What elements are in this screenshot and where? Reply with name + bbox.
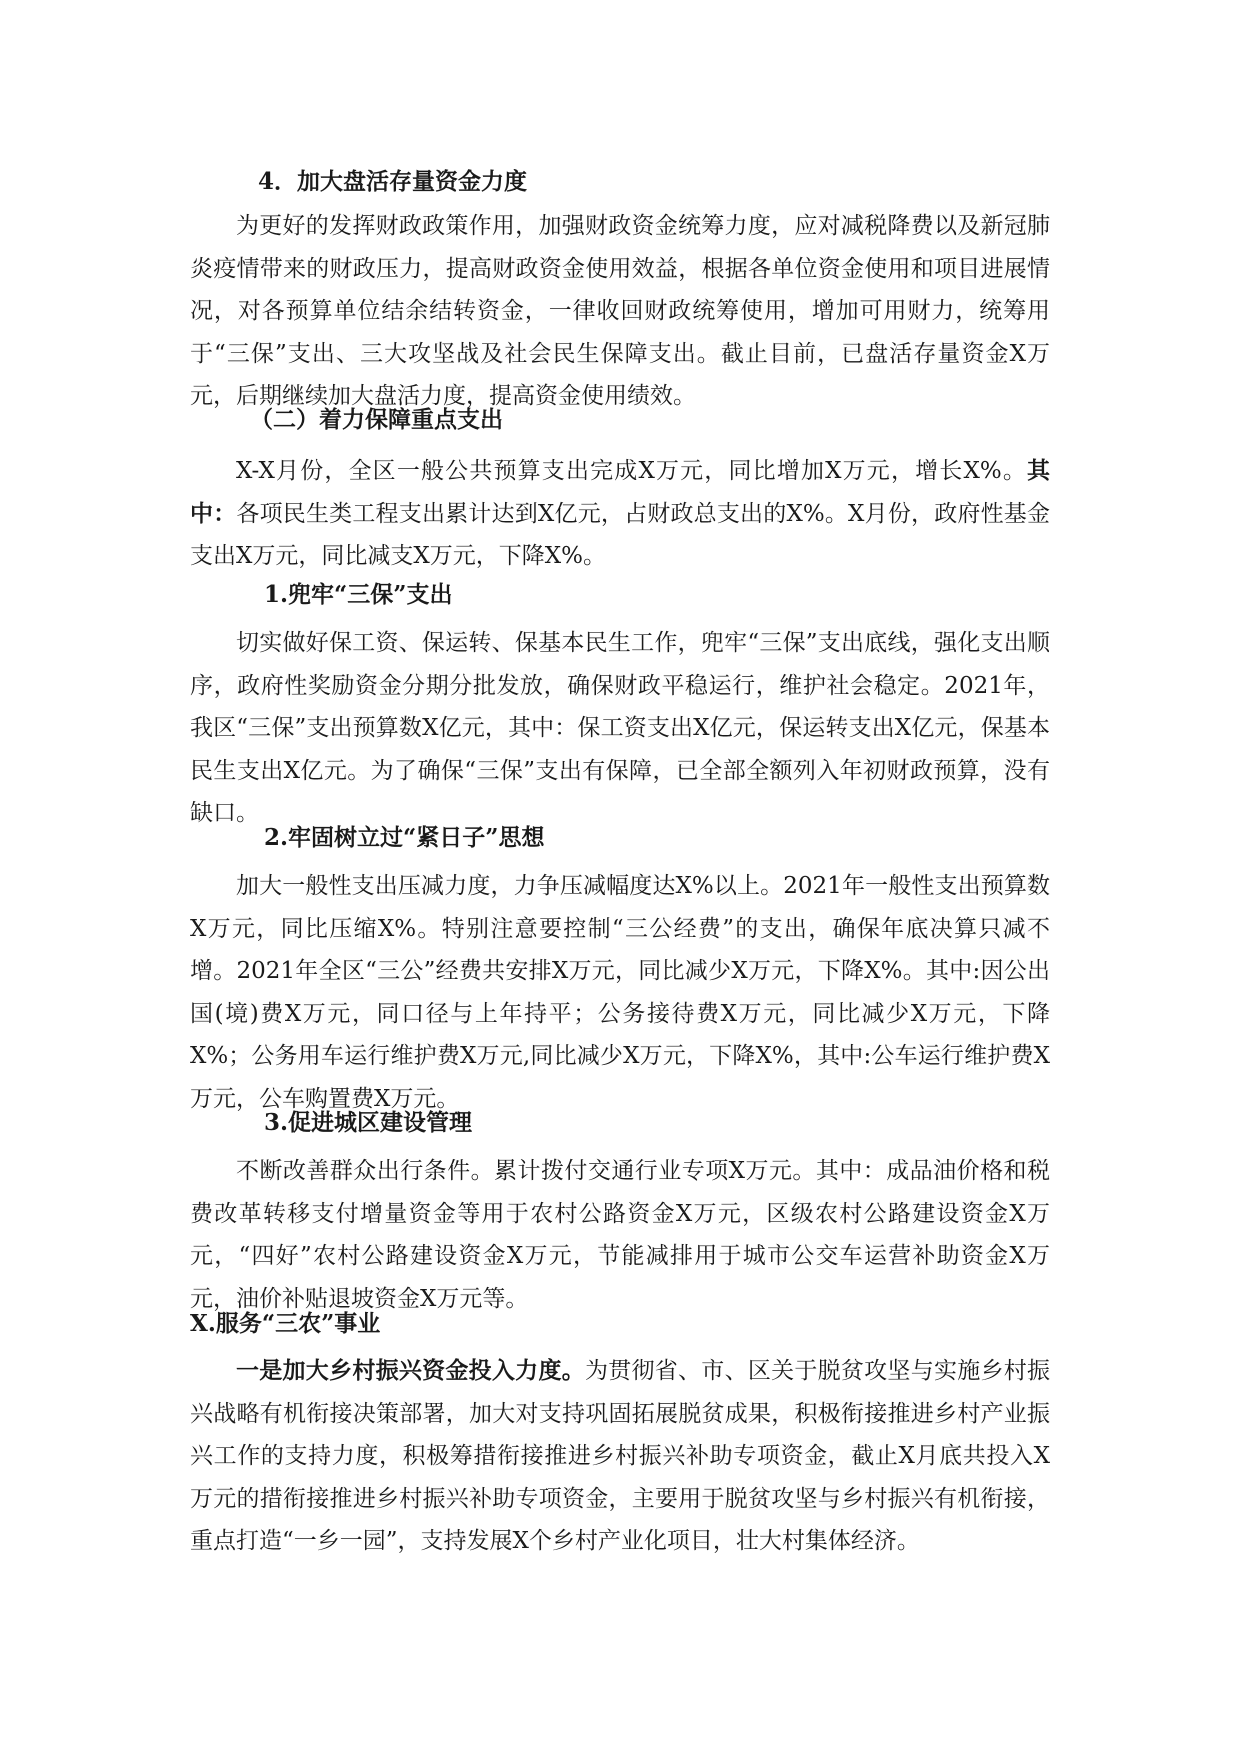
heading-text: 3.促进城区建设管理	[264, 1109, 473, 1136]
paragraph-text: 加大一般性支出压减力度，力争压减幅度达X%以上。2021年一般性支出预算数X万元，同比压缩X%。特别注意要控制“三公经费”的支出，确保年底决算只减不增。2021年全区“三公”经费共安排X万元，同比减少X万元，下降X%。其中:因公出国(境)费X万元，同口径与上年持平；公务接待费X万元，同比减少X万元，下降X%；公务用车运行维护费X万元,同比减少X万元，下降X%，其中:公车运行维护费X万元，公车购置费X万元。	[190, 873, 1050, 1112]
heading-2	[190, 818, 1124, 858]
paragraph-lead: 其中：	[190, 457, 1050, 527]
heading-text: 1.兜牢“三保”支出	[264, 581, 453, 608]
paragraph-2	[190, 450, 1050, 578]
paragraph-text: 为更好的发挥财政政策作用，加强财政资金统筹力度，应对减税降费以及新冠肺炎疫情带来的财政压力，提高财政资金使用效益，根据各单位资金使用和项目进展情况，对各预算单位结余结转资金，一律收回财政统筹使用，增加可用财力，统筹用于“三保”支出、三大攻坚战及社会民生保障支出。截止目前，已盘活存量资金X万元，后期继续加大盘活力度，提高资金使用绩效。	[190, 213, 1050, 410]
heading-section-2	[190, 400, 1110, 440]
paragraph-4	[190, 865, 1050, 1121]
paragraph-5	[190, 1150, 1050, 1320]
paragraph-text: 不断改善群众出行条件。累计拨付交通行业专项X万元。其中：成品油价格和税费改革转移支付增量资金等用于农村公路资金X万元，区级农村公路建设资金X万元，“四好”农村公路建设资金X万元，节能减排用于城市公交车运营补助资金X万元，油价补贴退坡资金X万元等。	[190, 1158, 1050, 1312]
heading-text: 4．加大盘活存量资金力度	[258, 168, 528, 195]
heading-1	[190, 575, 1124, 615]
paragraph-6	[190, 1350, 1050, 1563]
heading-x	[190, 1304, 1050, 1344]
heading-4	[190, 162, 1118, 202]
paragraph-text: 切实做好保工资、保运转、保基本民生工作，兜牢“三保”支出底线，强化支出顺序，政府性奖励资金分期分批发放，确保财政平稳运行，维护社会稳定。2021年，我区“三保”支出预算数X亿元，其中：保工资支出X亿元，保运转支出X亿元，保基本民生支出X亿元。为了确保“三保”支出有保障，已全部全额列入年初财政预算，没有缺口。	[190, 630, 1050, 827]
heading-text: 2.牢固树立过“紧日子”思想	[264, 824, 545, 851]
heading-text: X.服务“三农”事业	[190, 1310, 381, 1337]
heading-3	[190, 1103, 1124, 1143]
paragraph-1	[190, 205, 1050, 418]
paragraph-text-b: 为贯彻省、市、区关于脱贫攻坚与实施乡村振兴战略有机衔接决策部署，加大对支持巩固拓展脱贫成果，积极衔接推进乡村产业振兴工作的支持力度，积极筹措衔接推进乡村振兴补助专项资金，截止X月底共投入X万元的措衔接推进乡村振兴补助专项资金，主要用于脱贫攻坚与乡村振兴有机衔接，重点打造“一乡一园”，支持发展X个乡村产业化项目，壮大村集体经济。	[190, 1358, 1051, 1555]
paragraph-text-a: X-X月份，全区一般公共预算支出完成X万元，同比增加X万元，增长X%。	[236, 458, 1027, 484]
paragraph-lead: 一是加大乡村振兴资金投入力度。	[236, 1357, 585, 1384]
paragraph-text-b: 各项民生类工程支出累计达到X亿元，占财政总支出的X%。X月份，政府性基金支出X万元，同比减支X万元，下降X%。	[190, 500, 1050, 570]
paragraph-3	[190, 622, 1050, 835]
heading-text: （二）着力保障重点支出	[250, 406, 503, 433]
